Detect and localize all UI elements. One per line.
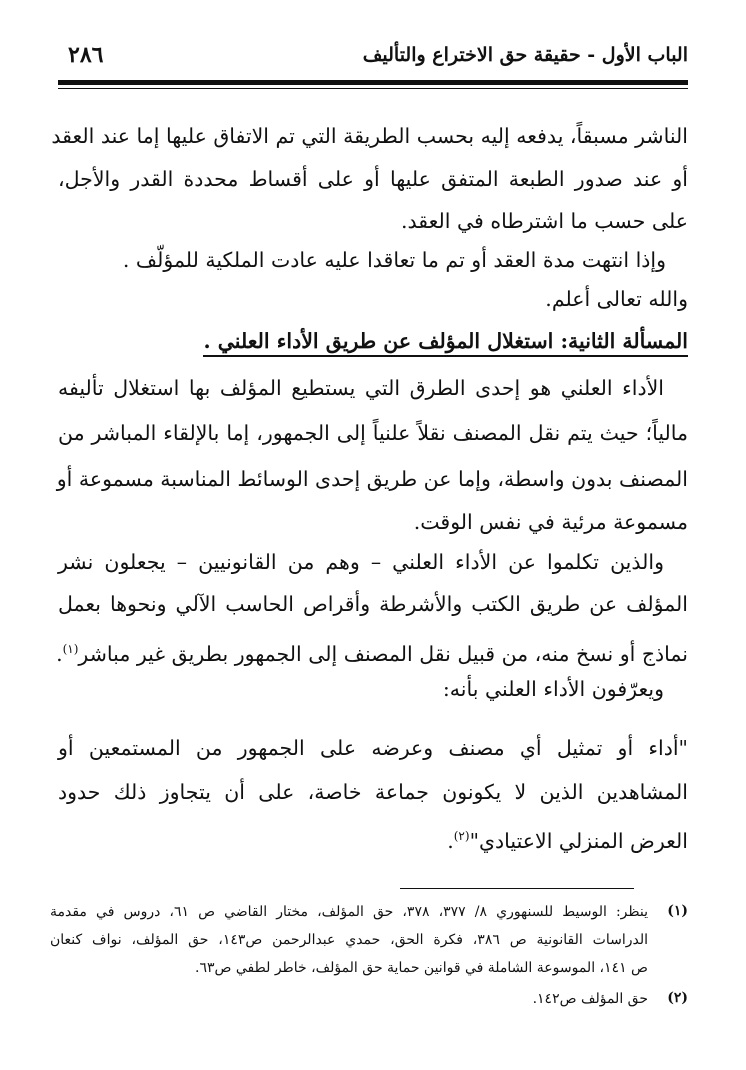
body-line-text: نماذج أو نسخ منه، من قبيل نقل المصنف إلى الجمهور بطريق غير مباشر — [78, 641, 688, 666]
quote-line: المشاهدين الذين لا يكونون جماعة خاصة، على أن يتجاوز ذلك حدود — [58, 780, 688, 804]
header-rule-thin — [58, 88, 688, 89]
body-line — [58, 634, 688, 669]
page-number: ٢٨٦ — [68, 42, 104, 68]
body-line: والذين تكلموا عن الأداء العلني – وهم من القانونيين – يجعلون نشر — [58, 550, 664, 574]
body-line: ويعرّفون الأداء العلني بأنه: — [442, 677, 664, 701]
body-line: الناشر مسبقاً، يدفعه إليه بحسب الطريقة التي تم الاتفاق عليها إما عند العقد — [51, 124, 688, 148]
body-line: على حسب ما اشترطاه في العقد. — [400, 209, 688, 233]
quote-line — [58, 821, 688, 856]
footnote-number-2: (٢) — [667, 990, 688, 1006]
footnote-ref-1: (١) — [62, 642, 79, 656]
quote-text: العرض المنزلي الاعتيادي" — [469, 828, 688, 853]
footnote-line: الدراسات القانونية ص ٣٨٦، فكرة الحق، حمدي عبدالرحمن ص١٤٣، حق المؤلف، نواف كنعان — [50, 932, 648, 948]
line-end: . — [447, 828, 454, 853]
section-heading-text: المسألة الثانية: استغلال المؤلف عن طريق الأداء العلني . — [203, 329, 688, 357]
running-title: الباب الأول - حقيقة حق الاختراع والتأليف — [362, 44, 688, 66]
body-line: المصنف بدون واسطة، وإما عن طريق إحدى الوسائط المناسبة مسموعة أو — [56, 467, 688, 491]
footnote-line: ينظر: الوسيط للسنهوري ٨/ ٣٧٧، ٣٧٨، حق المؤلف، مختار القاضي ص ٦١، دروس في مقدمة — [50, 904, 648, 920]
body-line: الأداء العلني هو إحدى الطرق التي يستطيع المؤلف بها استغلال تأليفه — [58, 376, 664, 400]
body-line: المؤلف عن طريق الكتب والأشرطة وأقراص الحاسب الآلي ونحوها بعمل — [58, 592, 688, 616]
footnote-line: ص ١٤١، الموسوعة الشاملة في قوانين حماية حق المؤلف، خاطر لطفي ص٦٣. — [195, 960, 648, 976]
footnote-ref-2: (٢) — [453, 829, 470, 843]
body-line: والله تعالى أعلم. — [545, 287, 688, 311]
header-rule-thick — [58, 80, 688, 85]
body-line: مسموعة مرئية في نفس الوقت. — [413, 510, 688, 534]
body-line: وإذا انتهت مدة العقد أو تم ما تعاقدا عليه عادت الملكية للمؤلّف . — [122, 248, 666, 272]
body-line: أو عند صدور الطبعة المتفق عليها أو على أقساط محددة القدر والأجل، — [58, 167, 688, 191]
quote-line: "أداء أو تمثيل أي مصنف وعرضه على الجمهور من المستمعين أو — [58, 736, 688, 760]
footnote-number-1: (١) — [667, 903, 688, 919]
page-header — [58, 38, 688, 78]
section-heading — [58, 326, 688, 356]
body-line: مالياً؛ حيث يتم نقل المصنف نقلاً علنياً إلى الجمهور، إما بالإلقاء المباشر من — [58, 421, 688, 445]
line-end: . — [56, 641, 63, 666]
footnote-separator — [400, 888, 634, 889]
footnote-line: حق المؤلف ص١٤٢. — [532, 991, 648, 1007]
